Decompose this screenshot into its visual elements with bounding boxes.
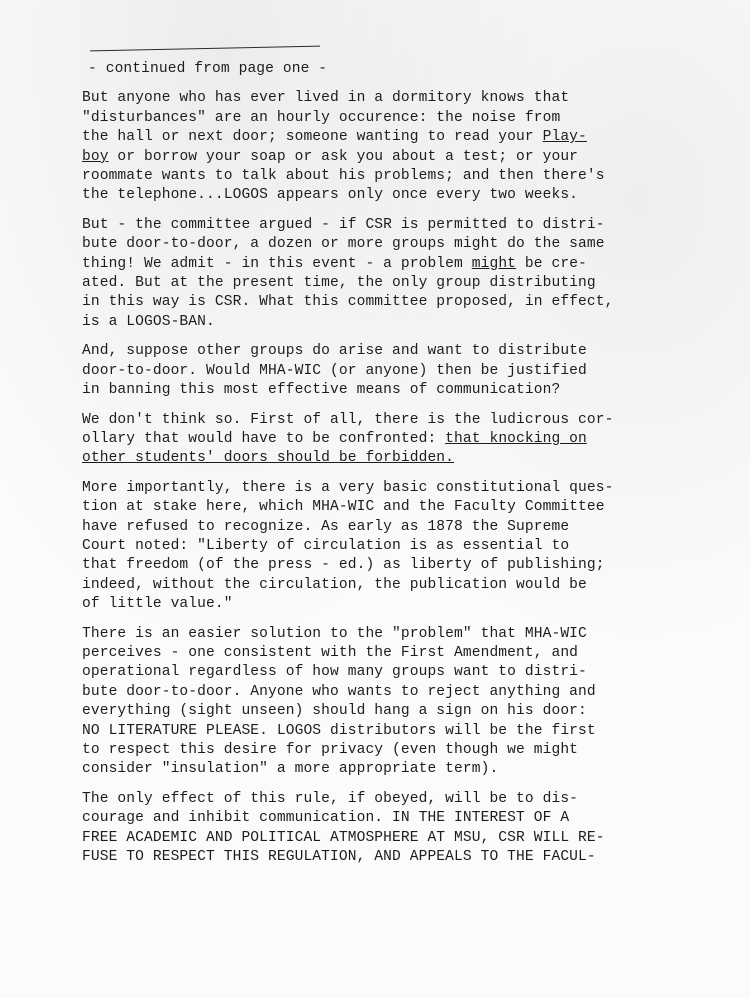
text-line [82, 167, 722, 186]
text-line [82, 829, 722, 848]
text-line [82, 498, 722, 517]
text-segment: bute door-to-door, a dozen or more groups might do the same [82, 236, 605, 253]
underlined-text: boy [82, 148, 109, 165]
text-line [82, 362, 722, 381]
text-line [82, 186, 722, 205]
text-segment: be cre- [516, 255, 587, 272]
text-line [82, 556, 722, 575]
paragraph [82, 625, 722, 780]
text-line [82, 430, 722, 449]
text-segment: operational regardless of how many groups want to distri- [82, 664, 587, 681]
paragraph [82, 216, 722, 332]
text-line [82, 663, 722, 682]
text-segment: the telephone...LOGOS appears only once every two weeks. [82, 187, 579, 204]
text-segment: courage and inhibit communication. IN THE INTEREST OF A [82, 810, 570, 827]
text-segment: But - the committee argued - if CSR is permitted to distri- [82, 216, 605, 233]
text-segment: in banning this most effective means of communication? [82, 382, 561, 399]
text-line [82, 411, 722, 430]
text-segment: indeed, without the circulation, the publication would be [82, 576, 587, 593]
text-line [82, 313, 722, 332]
text-segment: door-to-door. Would MHA-WIC (or anyone) then be justified [82, 362, 587, 379]
text-line [82, 741, 722, 760]
text-segment: of little value." [82, 596, 233, 613]
text-segment: tion at stake here, which MHA-WIC and the Faculty Committee [82, 499, 605, 516]
text-segment: ated. But at the present time, the only group distributing [82, 275, 596, 292]
text-line [82, 809, 722, 828]
underlined-text: might [471, 255, 517, 272]
text-line [82, 128, 722, 147]
text-segment: everything (sight unseen) should hang a sign on his door: [82, 703, 587, 720]
text-segment: FUSE TO RESPECT THIS REGULATION, AND APPEALS TO THE FACUL- [82, 849, 596, 866]
header-rule [90, 46, 320, 52]
text-line [82, 479, 722, 498]
text-segment: or borrow your soap or ask you about a test; or your [108, 148, 579, 165]
text-line [82, 595, 722, 614]
text-segment: And, suppose other groups do arise and want to distribute [82, 343, 587, 360]
text-line [82, 274, 722, 293]
text-line [82, 342, 722, 361]
text-segment: the hall or next door; someone wanting to read your [82, 129, 543, 146]
paragraph [82, 89, 722, 205]
text-segment: have refused to recognize. As early as 1878 the Supreme [82, 518, 570, 535]
paragraph [82, 411, 722, 469]
text-line [82, 790, 722, 809]
text-segment: bute door-to-door. Anyone who wants to reject anything and [82, 683, 596, 700]
text-line [82, 576, 722, 595]
text-line [82, 89, 722, 108]
text-line [82, 625, 722, 644]
text-line [82, 722, 722, 741]
text-line [82, 760, 722, 779]
text-line [82, 381, 722, 400]
underlined-text: Play- [542, 129, 587, 146]
text-segment: thing! We admit - in this event - a problem [82, 255, 472, 272]
text-line [82, 449, 722, 468]
text-segment: The only effect of this rule, if obeyed, will be to dis- [82, 790, 579, 807]
text-segment: perceives - one consistent with the First Amendment, and [82, 644, 579, 661]
paragraph [82, 479, 722, 615]
text-segment: We don't think so. First of all, there is the ludicrous cor- [82, 411, 614, 428]
text-segment: FREE ACADEMIC AND POLITICAL ATMOSPHERE AT MSU, CSR WILL RE- [82, 829, 605, 846]
text-line [82, 537, 722, 556]
text-line [82, 518, 722, 537]
article-body [82, 60, 722, 877]
text-segment: "disturbances" are an hourly occurence: the noise from [82, 109, 561, 126]
text-segment: in this way is CSR. What this committee proposed, in effect, [82, 294, 614, 311]
continued-notice: - continued from page one - [88, 61, 328, 77]
text-segment: ollary that would have to be confronted: [82, 430, 446, 447]
text-line [82, 293, 722, 312]
text-line [82, 683, 722, 702]
text-line [82, 255, 722, 274]
paragraph [82, 790, 722, 868]
paragraph [82, 342, 722, 400]
text-segment: to respect this desire for privacy (even though we might [82, 742, 579, 758]
text-line [82, 216, 722, 235]
text-segment: There is an easier solution to the "problem" that MHA-WIC [82, 625, 587, 642]
underlined-text: other students' doors should be forbidden. [82, 450, 455, 467]
text-segment: Court noted: "Liberty of circulation is as essential to [82, 537, 570, 554]
text-line [82, 109, 722, 128]
underlined-text: that knocking on [445, 430, 587, 447]
text-line [82, 235, 722, 254]
text-segment: that freedom (of the press - ed.) as liberty of publishing; [82, 557, 605, 574]
text-line [82, 644, 722, 663]
paragraph-container [82, 89, 722, 867]
text-line [82, 148, 722, 167]
text-segment: NO LITERATURE PLEASE. LOGOS distributors will be the first [82, 722, 596, 739]
text-line [82, 702, 722, 721]
text-segment: roommate wants to talk about his problems; and then there's [82, 168, 605, 185]
text-segment: But anyone who has ever lived in a dormitory knows that [82, 90, 570, 107]
text-segment: consider "insulation" a more appropriate term). [82, 761, 499, 778]
text-segment: is a LOGOS-BAN. [82, 313, 215, 330]
text-segment: More importantly, there is a very basic constitutional ques- [82, 479, 614, 496]
text-line [82, 848, 722, 867]
